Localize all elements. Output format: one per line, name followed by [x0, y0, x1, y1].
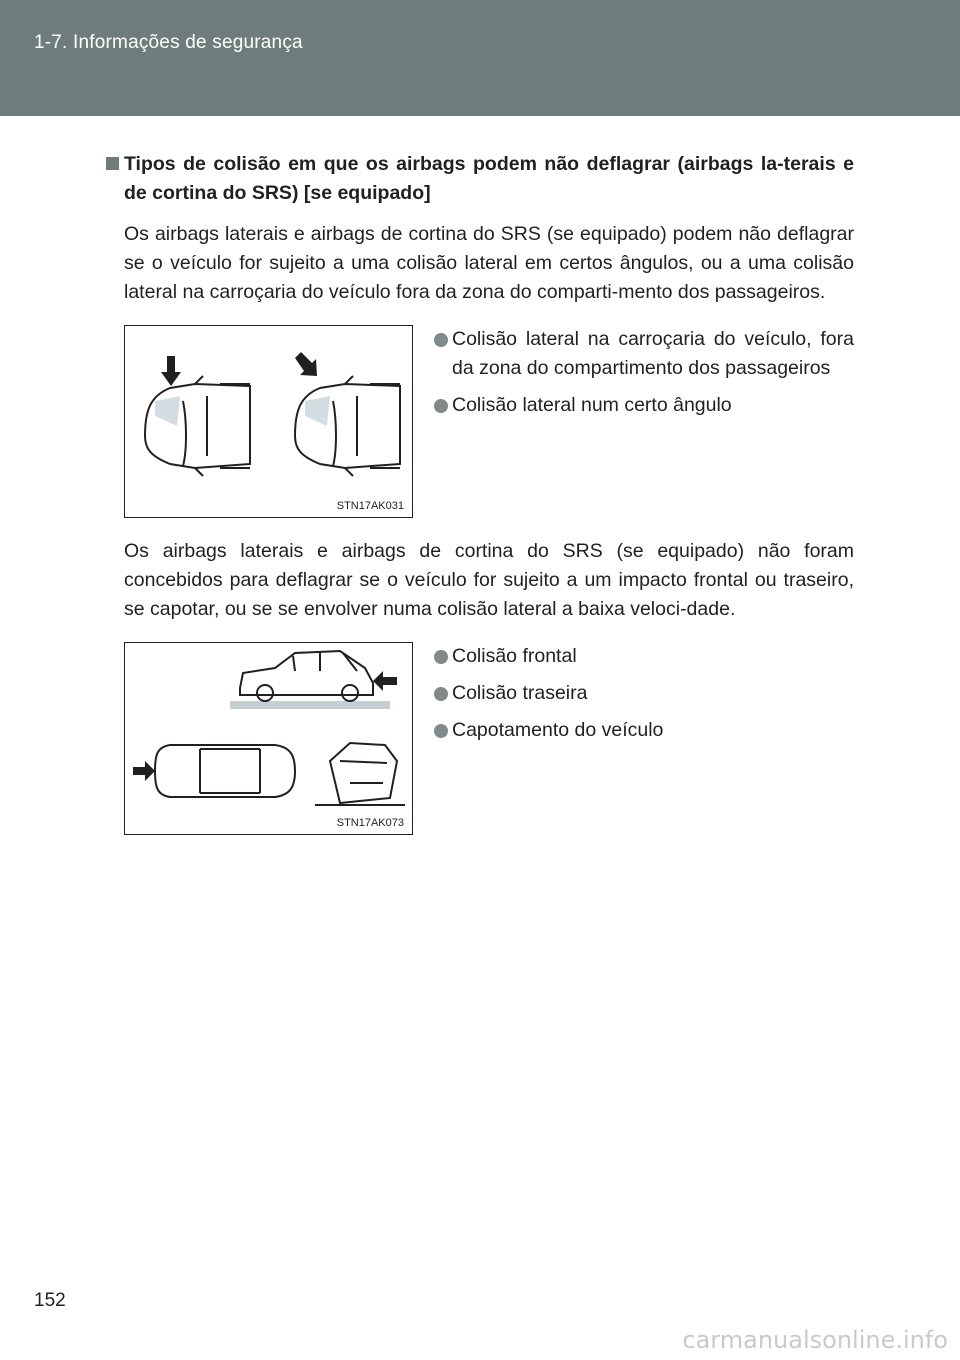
- car-top-view-3: [155, 745, 295, 797]
- arrow-left-icon: [373, 671, 397, 691]
- page-header: [0, 0, 960, 116]
- car-side-view: [240, 651, 373, 695]
- page-number: 152: [34, 1290, 66, 1311]
- figure-row-1: [124, 325, 854, 525]
- paragraph-frontal-rear: Os airbags laterais e airbags de cortina do SRS (se equipado) não foram concebidos para deflagrar se o veículo for sujeito a um impacto frontal ou traseiro, se capotar, ou se se envolver numa colisão lateral a baixa veloci-dade.: [124, 540, 854, 620]
- figure-side-impact: [124, 325, 413, 518]
- car-rollover: [330, 743, 397, 803]
- frontal-rear-rollover-illustration: [125, 643, 411, 833]
- figure-code: STN17AK073: [336, 817, 404, 829]
- bullet-dot-icon: [434, 650, 448, 664]
- figure-frontal-rear-rollover: [124, 642, 413, 835]
- watermark: carmanualsonline.info: [682, 1326, 948, 1354]
- arrow-diagonal-icon: [295, 352, 317, 376]
- figure-row-2: [124, 642, 854, 842]
- arrow-down-icon: [161, 356, 181, 386]
- bullet-dot-icon: [434, 724, 448, 738]
- figure-code: STN17AK031: [336, 500, 404, 512]
- page-content: [106, 150, 854, 842]
- bullet-item: Colisão lateral num certo ângulo: [434, 391, 854, 420]
- figure1-bullet-list: [434, 325, 854, 428]
- bullet-dot-icon: [434, 333, 448, 347]
- figure2-bullet-list: [434, 642, 854, 753]
- arrow-right-icon: [133, 761, 155, 781]
- bullet-item: Colisão lateral na carroçaria do veículo, fora da zona do compartimento dos passageiros: [434, 325, 854, 383]
- car-top-view-1: [145, 384, 250, 468]
- bullet-item: Colisão traseira: [434, 679, 854, 708]
- section-heading: [106, 150, 854, 208]
- bullet-dot-icon: [434, 399, 448, 413]
- bullet-item: Capotamento do veículo: [434, 716, 854, 745]
- section-heading-text: Tipos de colisão em que os airbags podem não deflagrar (airbags la-terais e de cortina do SRS) [se equipado]: [124, 153, 854, 204]
- section-title: 1-7. Informações de segurança: [34, 32, 303, 53]
- paragraph-side-collision: Os airbags laterais e airbags de cortina do SRS (se equipado) podem não deflagrar se o veículo for sujeito a uma colisão lateral em certos ângulos, ou a uma colisão lateral na carroçaria do veículo fora da zona do comparti-mento dos passageiros.: [124, 223, 854, 303]
- side-impact-illustration: [125, 326, 411, 516]
- bullet-item: Colisão frontal: [434, 642, 854, 671]
- bullet-dot-icon: [434, 687, 448, 701]
- car-top-view-2: [295, 384, 400, 468]
- ground-bar: [230, 701, 390, 709]
- square-bullet-icon: [106, 157, 119, 170]
